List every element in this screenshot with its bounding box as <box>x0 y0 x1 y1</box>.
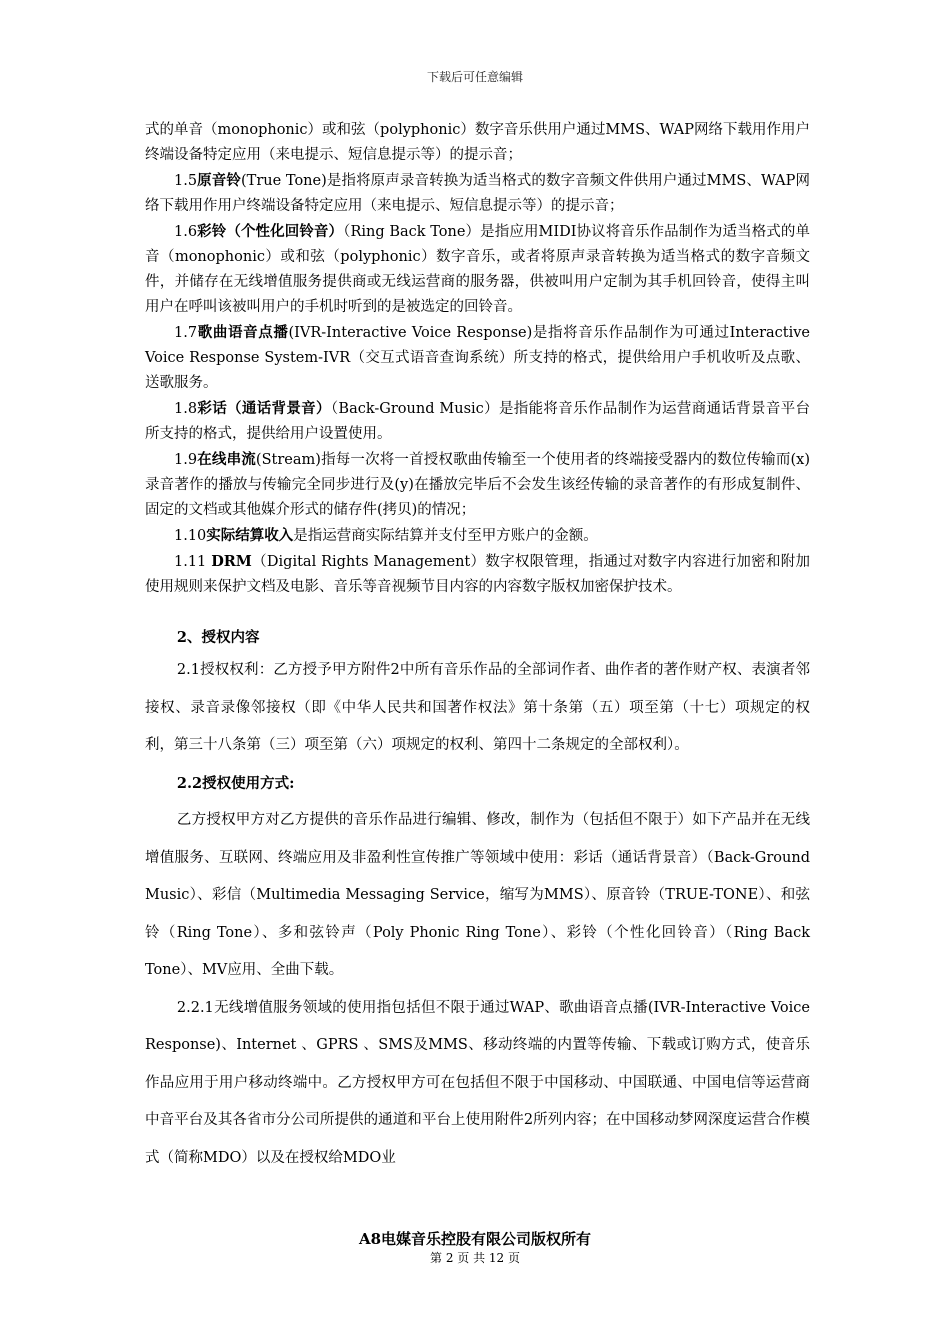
clause-text: （Digital Rights Management）数字权限管理，指通过对数字内容进行加密和附加使用规则来保护文档及电影、音乐等音视频节目内容的内容数字版权加密保护技术。 <box>145 554 810 595</box>
clause-term: DRM <box>211 553 252 570</box>
document-body <box>145 118 810 1177</box>
clause-term: 实际结算收入 <box>206 527 294 544</box>
clause-2-2: 乙方授权甲方对乙方提供的音乐作品进行编辑、修改，制作为（包括但不限于）如下产品并在无线增值服务、互联网、终端应用及非盈利性宣传推广等领域中使用：彩话（通话背景音）（Back-Ground Music）、彩信（Multimedia Messaging Service，缩写为MMS）、原音铃（TRUE-TONE）、和弦铃（Ring Tone）、多和弦铃声（Poly Phonic Ring Tone）、彩铃（个性化回铃音）（Ring Back Tone）、MV应用、全曲下载。 <box>145 812 810 978</box>
clause-text: （Ring Back Tone）是指应用MIDI协议将音乐作品制作为适当格式的单音（monophonic）或和弦（polyphonic）数字音乐，或者将原声录音转换为适当格式的数字音频文件，并储存在无线增值服务提供商或无线运营商的服务器，供被叫用户定制为其手机回铃音，使得主叫用户在呼叫该被叫用户的手机时听到的是被选定的回铃音。 <box>145 224 810 315</box>
clause-number: 1.6 <box>174 224 198 240</box>
clause-number: 1.10 <box>174 528 207 544</box>
clause-1-5 <box>145 168 810 219</box>
clause-text: （Back-Ground Music）是指能将音乐作品制作为运营商通话背景音平台所支持的格式，提供给用户设置使用。 <box>145 401 810 442</box>
clause-1-7 <box>145 320 810 396</box>
clause-number: 1.5 <box>174 173 198 189</box>
clause-term: 彩话（通话背景音） <box>197 400 331 417</box>
clause-text: (Stream)指每一次将一首授权歌曲传输至一个使用者的终端接受器内的数位传输而(x)录音著作的播放与传输完全同步进行及(y)在播放完毕后不会发生该经传输的录音著作的有形成复制件、固定的文档或其他媒介形式的储存件(拷贝)的情况； <box>145 452 810 518</box>
clause-1-11 <box>145 549 810 600</box>
clause-text: (IVR-Interactive Voice Response)是指将音乐作品制作为可通过Interactive Voice Response System-IVR（交互式语音查询系统）所支持的格式，提供给用户手机收听及点歌、送歌服务。 <box>145 325 811 391</box>
clause-1-6 <box>145 219 810 320</box>
clause-1-10 <box>145 523 810 549</box>
section-title: 2、授权内容 <box>176 629 260 646</box>
footer-copyright: A8电媒音乐控股有限公司版权所有 <box>358 1230 592 1248</box>
clause-2-1: 2.1授权权利：乙方授予甲方附件2中所有音乐作品的全部词作者、曲作者的著作财产权、表演者邻接权、录音录像邻接权（即《中华人民共和国著作权法》第十条第（五）项至第（十七）项规定的权利，第三十八条第（三）项至第（六）项规定的权利、第四十二条规定的全部权利）。 <box>145 662 810 753</box>
clause-number: 1.7 <box>174 325 198 341</box>
clause-2-2-1: 2.2.1无线增值服务领域的使用指包括但不限于通过WAP、歌曲语音点播(IVR-Interactive Voice Response)、Internet 、GPRS 、SMS及MMS、移动终端的内置等传输、下载或订购方式，使音乐作品应用于用户移动终端中。乙方授权甲方可在包括但不限于中国移动、中国联通、中国电信等运营商中音平台及其各省市分公司所提供的通道和平台上使用附件2所列内容；在中国移动梦网深度运营合作模式（简称MDO）以及在授权给MDO业 <box>145 999 810 1166</box>
footer-page-number: 第 2 页 共 12 页 <box>430 1251 520 1265</box>
subsection-title: 2.2授权使用方式: <box>176 774 295 792</box>
clause-1-8 <box>145 396 810 447</box>
clause-number: 1.8 <box>174 401 198 417</box>
clause-term: 在线串流 <box>197 451 256 468</box>
clause-text: (True Tone)是指将原声录音转换为适当格式的数字音频文件供用户通过MMS、WAP网络下载用作用户终端设备特定应用（来电提示、短信息提示等）的提示音； <box>145 173 810 214</box>
clause-text: 是指运营商实际结算并支付至甲方账户的金额。 <box>293 528 598 544</box>
clause-number: 1.11 <box>174 554 207 570</box>
clause-term: 原音铃 <box>197 172 241 189</box>
header-note: 下载后可任意编辑 <box>426 70 523 84</box>
clause-term: 歌曲语音点播 <box>197 324 289 341</box>
clause-number: 1.9 <box>174 452 198 468</box>
paragraph-continuation: 式的单音（monophonic）或和弦（polyphonic）数字音乐供用户通过MMS、WAP网络下载用作用户终端设备特定应用（来电提示、短信息提示等）的提示音； <box>145 122 810 163</box>
clause-1-9 <box>145 447 810 523</box>
clause-term: 彩铃（个性化回铃音） <box>197 223 344 240</box>
